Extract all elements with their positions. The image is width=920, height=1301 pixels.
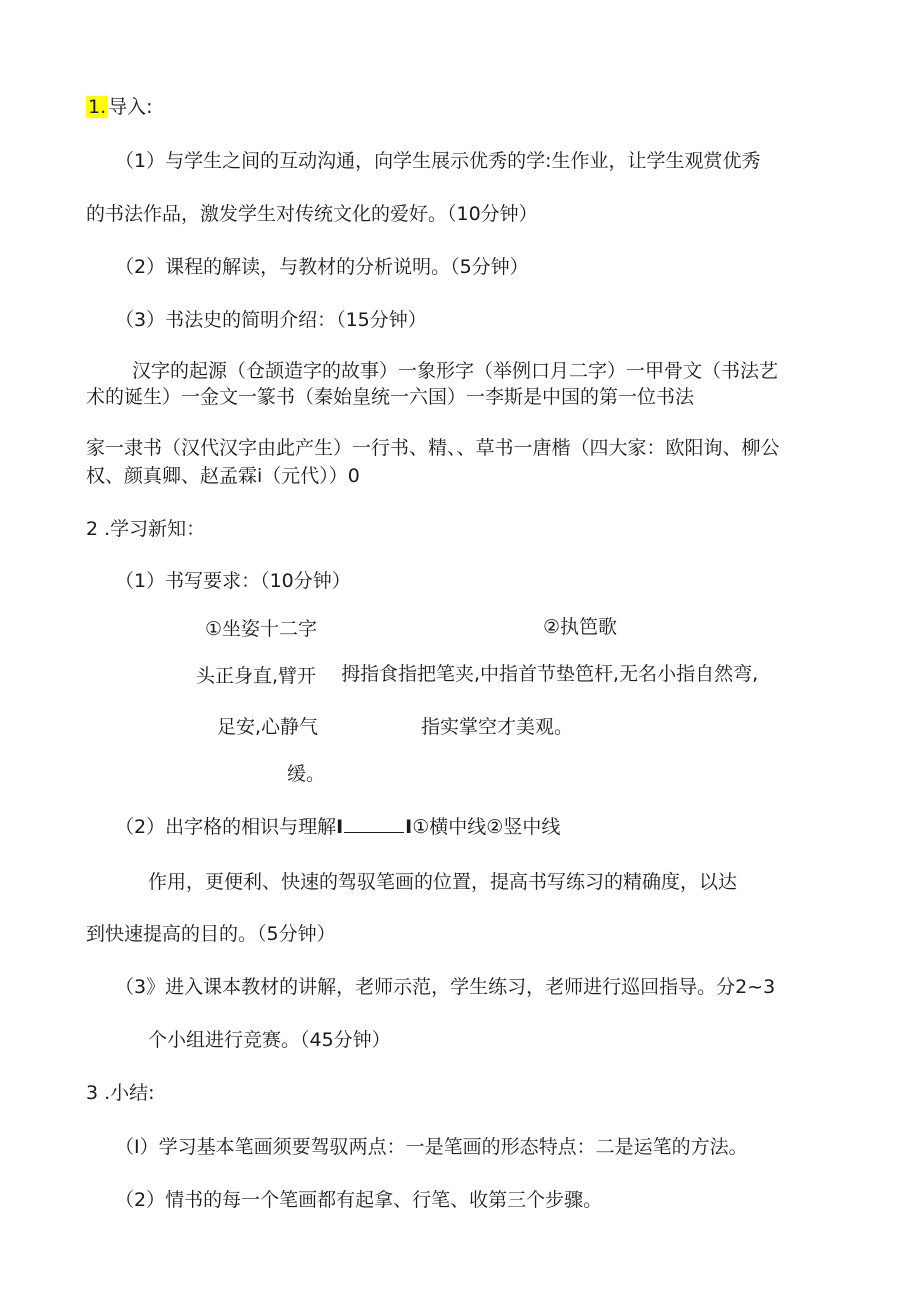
- history-line1: 汉字的起源（仓颉造字的故事）一象形字（举例口月二字）一甲骨文（书法艺: [132, 360, 779, 382]
- sitting-title: ①坐姿十二字: [205, 618, 318, 640]
- grid-mark-left: I: [336, 816, 344, 838]
- s1-item2: （2）课程的解读，与教材的分析说明。（5分钟）: [115, 256, 529, 278]
- history-line3: 家一隶书（汉代汉字由此产生）一行书、精、、草书一唐楷（四大家：欧阳询、柳公: [86, 437, 780, 459]
- s3-item1: （I）学习基本笔画须要驾驭两点：一是笔画的形态特点：二是运笔的方法。: [115, 1136, 748, 1158]
- pen-title: ②执笆歌: [543, 616, 618, 638]
- s1-item1-line2: 的书法作品，激发学生对传统文化的爱好。（10分钟）: [86, 203, 538, 225]
- s2-item2-suffix: ①横中线②竖中线: [412, 816, 561, 838]
- section1-heading: [86, 96, 153, 120]
- s1-item1-line1: （1）与学生之间的互动沟通，向学生展示优秀的学:生作业，让学生观赏优秀: [115, 150, 761, 172]
- purpose-line1: 作用，更便利、快速的驾驭笔画的位置，提高书写练习的精确度，以达: [148, 871, 738, 893]
- section2-heading: 2 .学习新知：: [86, 518, 206, 540]
- s2-item1: （1）书写要求：（10分钟）: [115, 570, 351, 592]
- section3-heading: 3 .小结:: [86, 1082, 155, 1104]
- sitting-line3: 缓。: [287, 763, 326, 785]
- purpose-line2: 到快速提高的目的。（5分钟）: [86, 923, 336, 945]
- history-line4: 权、颜真卿、赵孟霖i（元代））0: [86, 465, 360, 487]
- grid-mark-right: I: [405, 816, 413, 838]
- sitting-line2: 足安,心静气: [217, 716, 319, 738]
- s2-item2: [115, 816, 560, 840]
- history-line2: 术的诞生）一金文一篆书（秦始皇统一六国）一李斯是中国的第一位书法: [86, 386, 695, 408]
- pen-line1: 拇指食指把笔夹,中指首节垫笆杆,无名小指自然弯,: [341, 663, 759, 685]
- grid-blank-line: [344, 816, 404, 833]
- section1-title: 导入:: [108, 96, 153, 118]
- s2-item3-line1: （3》进入课本教材的讲解，老师示范，学生练习，老师进行巡回指导。分2~3: [115, 976, 776, 998]
- s2-item2-prefix: （2）出字格的相识与理解: [115, 816, 337, 838]
- s3-item2: （2）情书的每一个笔画都有起拿、行笔、收第三个步骤。: [115, 1189, 603, 1211]
- pen-line2: 指实掌空才美观。: [421, 716, 574, 738]
- section1-number: 1.: [88, 96, 107, 118]
- s1-item3: （3）书法史的简明介绍：（15分钟）: [115, 309, 427, 331]
- sitting-line1: 头正身直,臂开: [196, 665, 317, 687]
- s2-item3-line2: 个小组进行竞赛。（45分钟）: [148, 1029, 391, 1051]
